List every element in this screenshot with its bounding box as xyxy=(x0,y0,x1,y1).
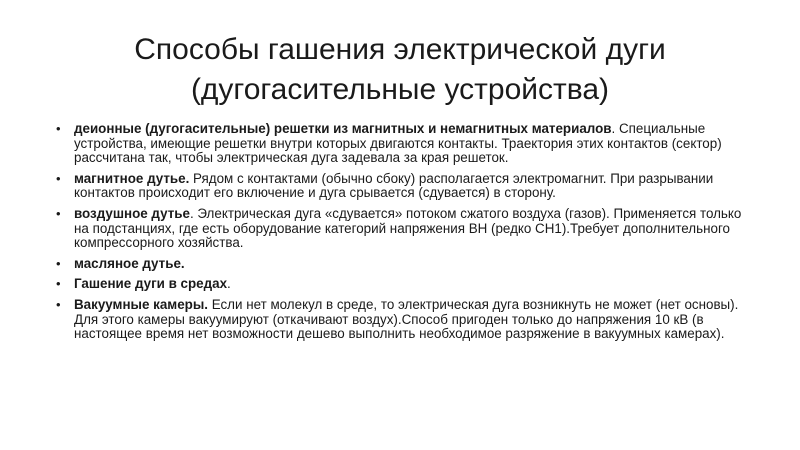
list-item xyxy=(56,277,746,292)
list-item-text: Если нет молекул в среде, то электрическая дуга возникнуть не может (нет основы). Для этого камеры вакуумируют (откачивают воздух).Способ пригоден только до напряжения 10 кВ (в настоящее время нет возможности дешево выполнить необходимое разряжение в вакуумных камерах). xyxy=(74,296,739,342)
list-item-lead: деионные (дугогасительные) решетки из магнитных и немагнитных материалов xyxy=(74,121,612,136)
list-item-lead: воздушное дутье xyxy=(74,205,190,221)
list-item xyxy=(56,257,746,272)
bullet-icon: • xyxy=(56,276,61,292)
bullet-icon: • xyxy=(56,296,61,312)
bullet-list xyxy=(56,122,746,348)
slide-title xyxy=(40,30,760,110)
list-item-text: . Электрическая дуга «сдувается» потоком сжатого воздуха (газов). Применяется только на подстанциях, где есть оборудование категорий напряжения ВН (редко СН1).Требует дополнительного компрессорного хозяйства. xyxy=(74,205,742,251)
bullet-icon: • xyxy=(56,170,61,186)
list-item-lead: Гашение дуги в средах xyxy=(74,276,228,292)
slide-title-line-2: (дугогасительные устройства) xyxy=(190,73,610,106)
list-item-lead: масляное дутье. xyxy=(74,255,185,271)
list-item xyxy=(56,298,746,342)
list-item xyxy=(56,172,746,201)
list-item xyxy=(56,207,746,251)
list-item-text: Рядом с контактами (обычно сбоку) располагается электромагнит. При разрывании контактов происходит его включение и дуга срывается (сдувается) в сторону. xyxy=(74,170,714,201)
bullet-icon: • xyxy=(56,205,61,221)
slide-title-line-1: Способы гашения электрической дуги xyxy=(134,33,666,66)
bullet-icon: • xyxy=(56,121,61,136)
list-item-text: . xyxy=(227,276,231,292)
list-item-lead: Вакуумные камеры. xyxy=(74,296,208,312)
bullet-icon: • xyxy=(56,255,61,271)
list-item-text: . Специальные устройства, имеющие решетки внутри которых двигаются контакты. Траектория этих контактов (сектор) рассчитана так, чтобы электрическая дуга задевала за края решеток. xyxy=(74,121,722,166)
list-item xyxy=(56,122,746,166)
list-item-lead: магнитное дутье. xyxy=(74,170,190,186)
